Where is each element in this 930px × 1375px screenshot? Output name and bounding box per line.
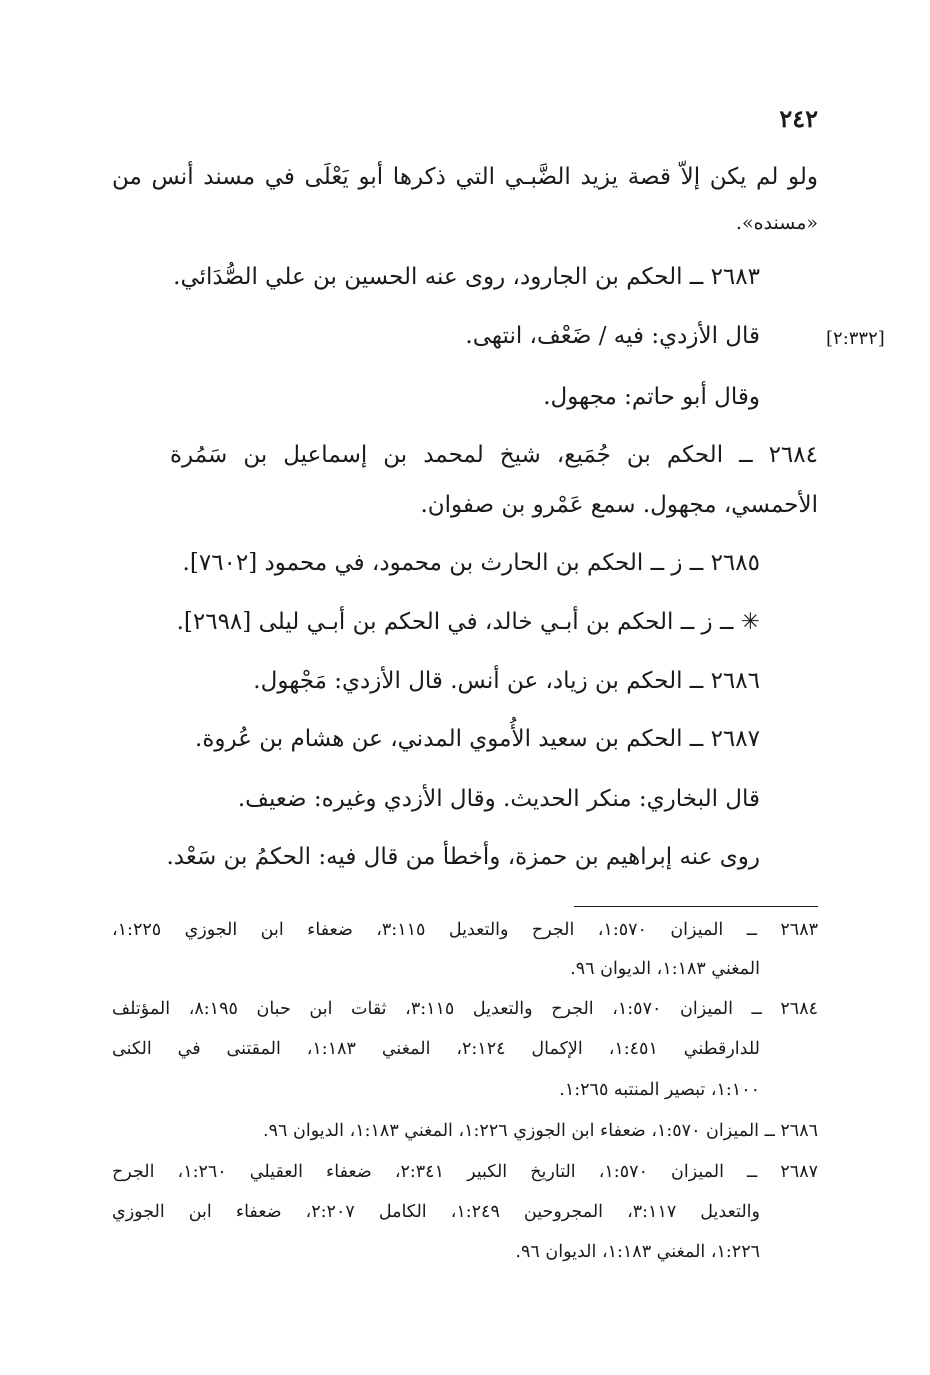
footnote-2684-line-1: ٢٦٨٤ ــ الميزان ١:٥٧٠، الجرح والتعديل ٣:١١٥، ثقات ابن حبان ٨:١٩٥، المؤتلف: [112, 999, 819, 1019]
footnote-2687-line-2: والتعديل ٣:١١٧، المجروحين ١:٢٤٩، الكامل ٢:٢٠٧، ضعفاء ابن الجوزي: [112, 1202, 760, 1222]
footnote-separator: [574, 906, 818, 907]
footnote-2687-line-1: ٢٦٨٧ ــ الميزان ١:٥٧٠، التاريخ الكبير ٢:٣٤١، ضعفاء العقيلي ١:٢٦٠، الجرح: [112, 1162, 819, 1182]
footnote-2683-line-2: المغني ١:١٨٣، الديوان ٩٦.: [570, 959, 760, 979]
entry-2683-heading: ٢٦٨٣ ــ الحكم بن الجارود، روى عنه الحسين بن علي الصُّدَائي.: [173, 264, 760, 290]
entry-2684-line-1: ٢٦٨٤ ــ الحكم بن جُمَيع، شيخ لمحمد بن إسماعيل بن سَمُرة: [170, 442, 818, 468]
entry-2683-azdi-quote: قال الأزدي: فيه / ضَعْف، انتهى.: [465, 323, 760, 349]
entry-2687-narration-note: روى عنه إبراهيم بن حمزة، وأخطأ من قال فيه: الحكمُ بن سَعْد.: [166, 844, 760, 870]
main-line-2: «مسنده».: [735, 212, 818, 234]
entry-2684-line-2: الأحمسي، مجهول. سمع عَمْرو بن صفوان.: [420, 492, 818, 518]
entry-2687-bukhari-quote: قال البخاري: منكر الحديث. وقال الأزدي وغيره: ضعيف.: [237, 786, 760, 812]
page-number: ٢٤٢: [779, 104, 818, 133]
margin-volume-page-reference: [٢:٣٣٢]: [826, 328, 885, 349]
entry-2686: ٢٦٨٦ ــ الحكم بن زياد، عن أنس. قال الأزدي: مَجْهول.: [253, 668, 760, 694]
entry-2687-heading: ٢٦٨٧ ــ الحكم بن سعيد الأُموي المدني، عن هشام بن عُروة.: [195, 726, 760, 752]
footnote-2683-line-1: ٢٦٨٣ ــ الميزان ١:٥٧٠، الجرح والتعديل ٣:١١٥، ضعفاء ابن الجوزي ١:٢٢٥،: [112, 920, 818, 940]
main-line-1: ولو لم يكن إلاّ قصة يزيد الضَّبـي التي ذكرها أبو يَعْلَى في مسند أنس من: [112, 164, 818, 190]
entry-2683-abu-hatim-quote: وقال أبو حاتم: مجهول.: [543, 384, 760, 410]
footnote-2686-line-1: ٢٦٨٦ ــ الميزان ١:٥٧٠، ضعفاء ابن الجوزي ١:٢٢٦، المغني ١:١٨٣، الديوان ٩٦.: [263, 1121, 818, 1141]
footnote-2684-line-3: ١:١٠٠، تبصير المنتبه ١:٢٦٥.: [559, 1080, 760, 1100]
entry-2685: ٢٦٨٥ ــ ز ــ الحكم بن الحارث بن محمود، في محمود [٧٦٠٢].: [182, 550, 760, 576]
footnote-2684-line-2: للدارقطني ١:٤٥١، الإكمال ٢:١٢٤، المغني ١:١٨٣، المقتنى في الكنى: [112, 1039, 760, 1059]
cross-reference-entry: ✳ ــ ز ــ الحكم بن أبـي خالد، في الحكم بن أبـي ليلى [٢٦٩٨].: [176, 609, 760, 635]
footnote-2687-line-3: ١:٢٢٦، المغني ١:١٨٣، الديوان ٩٦.: [515, 1242, 760, 1262]
